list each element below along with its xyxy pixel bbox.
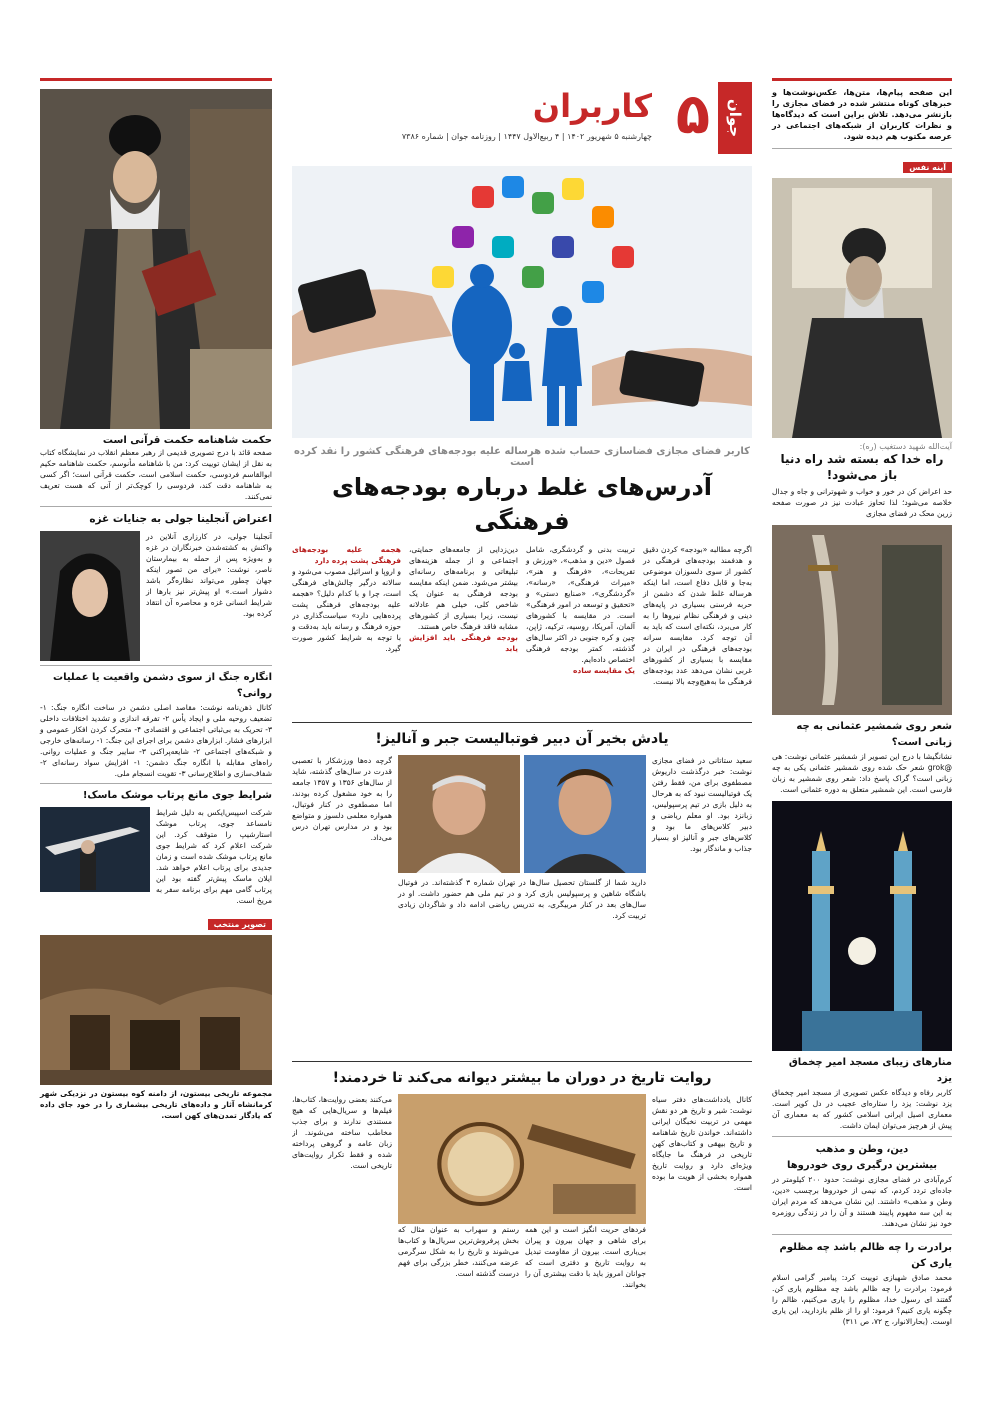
war-text: کانال ذهن‌نامه نوشت: مقاصد اصلی دشمن در ساخت انگاره جنگ: ۱- تضعیف روحیه ملی و ایجاد یأس ۲- تفرقه اندازی و تشدید اختلافات داخلی ۳- تحریک به بی‌ثباتی اجتماعی و اقتصادی ۴- متحرک کردن افکار عمومی و ابزارهای فشار. ابزارهای دشمن برای اجرای این جنگ: ۱- رسانه‌های خارجی و شبکه‌های اجتماعی ۲- شایعه‌پراکنی ۳- سایبر جنگ و عملیات روانی. راه‌های مقابله با انگاره جنگ دشمن: ۱- افزایش سواد رسانه‌ای ۲- شفاف‌سازی و اطلاع‌رسانی ۳- تقویت انسجام ملی. bbox=[40, 703, 272, 778]
article2-col-1: سعید ستاتانی در فضای مجازی نوشت: خبر درگذشت داریوش مصطفوی برای من، فقط رفتن یک فوتبالیست نبود که به هرحال به دلیل بازی در تیم پرسپولیس، زبانزد بود. او معلم ریاضی و دبیر کلاس‌های ما بود و کلاس‌های جبر و آنالیز او بسیار جذاب و ماندگار بود. bbox=[652, 756, 752, 853]
war-title: انگاره جنگ از سوی دشمن واقعیت یا عملیات روانی؟ bbox=[53, 672, 272, 699]
article1-kicker: کاربر فضای مجازی فضاسازی حساب شده هرساله علیه بودجه‌های فرهنگی کشور را نقد کرده است bbox=[294, 446, 750, 468]
mosque-photo bbox=[772, 801, 952, 1051]
mirror-kicker: آیت‌الله شهید دستغیب (ره): bbox=[859, 442, 952, 451]
bisotun-caption: مجموعه تاریخی بیستون، از دامنه کوه بیستون در نزدیکی شهر کرمانشاه آثار و داده‌های تاریخی بیشماری را در خود جای داده که یادگار تمدن‌های کهن است. bbox=[40, 1089, 272, 1120]
hadith-text: محمد صادق شهبازی توییت کرد: پیامبر گرامی اسلام فرمود: برادرت را چه ظالم باشد چه مظلوم یاری کن. گفتند ای رسول خدا، مظلوم را یاری می‌کنیم، ظالم را چگونه یاری کنیم؟ فرمود: او را از ظلم بازدارید، این یاری اوست. (بحارالانوار، ج ۷۲، ص ۳۱۱) bbox=[772, 1273, 952, 1326]
center-column bbox=[292, 78, 752, 1314]
article1-col-4: و اروپا و اسرائیل مصوب می‌شود و سالانه درگیر چالش‌های فرهنگی است، چرا و با کدام دلیل؟ «هجمه علیه بودجه‌های فرهنگی پشت پرده‌هایی دارد» سیاست‌گذاری در حوزه فرهنگ و رسانه باید به‌دقت و با توجه به شرایط کشور صورت گیرد. bbox=[292, 567, 401, 653]
left-column bbox=[40, 78, 272, 1121]
article1-col-1: اگرچه مطالبه «بودجه» کردن دقیق و هدفمند بودجه‌های فرهنگی در کشور از سوی دلسوزان موضوعی به‌جا و قابل دفاع است، اما اینکه هرساله غلط شدن که دشمن از حربه فرسنی بسیاری در پایه‌های دینی و فرهنگی نظام نیروها را به کار می‌برد، نکته‌ای است که باید به آن توجه کرد. مقایسه سرانه بودجه‌های فرهنگی در ایران در مقایسه با بسیاری از کشورهای غربی نشان می‌دهد عدد بودجه‌های فرهنگی ما به‌هیچ‌وجه بالا نیست. bbox=[643, 545, 752, 686]
leader-text: صفحه قائد با درج تصویری قدیمی از رهبر معظم انقلاب در نمایشگاه کتاب به نقل از ایشان توییت کرد: من با شاهنامه مأنوسم، حکمت شاهنامه حکیم ابوالقاسم فردوسی، حکمت اسلامی است، حکمت قرآنی است؛ اگر کسی به شاهنامه دقت کند، فردوسی را کوچک‌تر از آنی که هست تعریف نمی‌کنند. bbox=[40, 448, 272, 501]
hadith-title: برادرت را چه ظالم باشد چه مظلوم یاری کن bbox=[779, 1242, 952, 1269]
subhead-2: بودجه فرهنگی باید افزایش یابد bbox=[409, 633, 518, 653]
subhead-3: هجمه علیه بودجه‌های فرهنگی پشت پرده دارد bbox=[292, 545, 401, 565]
jolie-photo bbox=[40, 531, 140, 661]
leader-title: حکمت شاهنامه حکمت قرآنی است bbox=[102, 435, 272, 446]
right-redbar bbox=[772, 78, 952, 81]
date-line: چهارشنبه ۵ شهریور ۱۴۰۲ | ۴ ربیع‌الاول ۱۴۴۷ | روزنامه جوان | شماره ۷۳۸۶ bbox=[401, 132, 652, 141]
mirror-text: حد اعراض کن در خور و خواب و شهوترانی و جاه و جدال خلاصه می‌شود؛ لذا تحاوز عبادت نیز در صورت صفحه زرین محک در فضای مجازی bbox=[772, 487, 952, 518]
musk-text: شرکت اسپیس‌ایکس به دلیل شرایط نامساعد جوی، پرتاب موشک استارشیپ را متوقف کرد. این شرکت اعلام کرد که شرایط جوی مانع پرتاب موشک شده است و زمان جدیدی برای پرتاب اعلام خواهد شد. ایلان ماسک پیش‌تر گفته بود این پرتاب گامی مهم برای برنامه سفر به مریخ است. bbox=[156, 808, 272, 905]
article1-col-2: تربیت بدنی و گردشگری، شامل فصول «دین و مذهب»، «ورزش و تفریحات»، «فرهنگ و هنر»، «میراث فرهنگی»، «رسانه»، «گردشگری»، «صنایع دستی» و «تحقیق و توسعه در امور فرهنگی» است. در مقایسه با کشورهای آلمان، آمریکا، روسیه، ترکیه، ژاپن، چین و کره جنوبی در اکثر سال‌های گذشته، کمتر بودجه فرهنگی اختصاص داده‌ایم. bbox=[526, 545, 635, 664]
mostafavi-young-photo bbox=[524, 755, 646, 873]
article1-headline: آدرس‌های غلط درباره بودجه‌های فرهنگی bbox=[331, 473, 713, 535]
article2-col-2: دارید شما از گلستان تحصیل سال‌ها در تهران شماره ۳ گذشته‌اند. در فوتبال باشگاه شاهین و پرسپولیس بازی کرد و در تیم ملی هم حضور داشت. او در سال‌های بعد در کنار مربیگری، به تدریس ریاضی ادامه داد و شاگردان زیادی تربیت کرد. bbox=[398, 878, 646, 920]
history-photo bbox=[398, 1094, 646, 1224]
page-intro: این صفحه پیام‌ها، متن‌ها، عکس‌نوشت‌ها و خبرهای کوتاه منتشر شده در فضای مجازی را بازنشر می‌دهد. تلاش براین است که دیدگاه‌ها و نظرات کاربران از شبکه‌های اجتماعی در عرصه مکتوب هم دیده شود. bbox=[772, 88, 952, 141]
mosque-title: منارهای زیبای مسجد امیر چخماق یزد bbox=[788, 1057, 952, 1084]
article3-col-2: فردهای حریت انگیز است و این همه برای شاهی و جهان بیرون و پیران بی‌یاری است. بیرون از مقاومت تبدیل به روایت تاریخ و دفتری است که جوانان امروز باید با دقت بیشتری آن را بخوانند. bbox=[525, 1225, 646, 1289]
cleric-photo bbox=[772, 178, 952, 438]
culture-illustration bbox=[292, 166, 752, 438]
article3-title: روایت تاریخ در دوران ما بیشتر دیوانه می‌کند تا خردمند! bbox=[332, 1070, 712, 1086]
faith-title-top: دین، وطن و مذهب bbox=[815, 1144, 909, 1155]
sword-text: نشانگیشا با درج این تصویر از شمشیر عثمانی نوشت: هی @grok شعر حک شده روی شمشیر عثمانی یکی به چه زبانی است؟ گراک پاسخ داد: شعر روی شمشیر به زبان فارسی است. این شمشیر متعلق به دوره عثمانی است. bbox=[772, 752, 952, 794]
jolie-text: آنجلینا جولی، در کارزاری آنلاین در واکنش به کشته‌شدن خبرنگاران در غزه و به‌ویژه پس از حمله به بیمارستان ناصر، نوشت: «برای من تصور اینکه جهان چطور می‌تواند نظاره‌گر باشد دشوار است.» او پیش‌تر نیز بارها از شرایط انسانی غزه و محاصره آن انتقاد کرده بود. bbox=[146, 532, 272, 618]
sword-photo bbox=[772, 525, 952, 715]
subhead-1: یک مقایسه ساده bbox=[572, 666, 635, 675]
article3-col-3: رستم و سهراب به عنوان مثال که بخش پرفروش‌ترین سریال‌ها و کتاب‌ها می‌شوند و تاریخ را به شکل سرگرمی عرضه می‌کنند، خطر بزرگی برای فهم درست گذشته است. bbox=[398, 1225, 519, 1278]
article2-title: یادش بخیر آن دبیر فوتبالیست جبر و آنالیز! bbox=[375, 731, 669, 747]
faith-text: کرم‌آبادی در فضای مجازی نوشت: حدود ۲۰۰ کیلومتر در جاده‌ای تردد کردم، که نیمی از خودروها برچسب «دین، وطن و مذهب» داشتند. این نشان می‌دهد که مردم ایران به این سه مفهوم پایبند هستند و آن را در زندگی روزمره خود نیز نشان می‌دهند. bbox=[772, 1175, 953, 1228]
sword-title: شعر روی شمشیر عثمانی به چه زبانی است؟ bbox=[796, 721, 952, 748]
mosque-text: کاربر رفاه و دیدگاه عکس تصویری از مسجد امیر چخماق یزد نوشت: یزد را ستاره‌ای عجیب در دل کویر است. معماری اصیل ایرانی اسلامی کشور که به معماری آن پیش از هرچیز می‌توان ایمان داشت. bbox=[772, 1088, 952, 1130]
musk-title: شرایط جوی مانع پرتاب موشک ماسک! bbox=[82, 790, 272, 801]
faith-title: بیشترین درگیری روی خودروها bbox=[786, 1160, 938, 1171]
article3-col-1: کانال یادداشت‌های دفتر سیاه نوشت: شیر و تاریخ هر دو نقش مهمی در تربیت نخبگان ایرانی داشته‌اند. خواندن تاریخ شاهنامه و تاریخ بیهقی و کتاب‌های کهن تاریخی در فرهنگ ما جایگاه ویژه‌ای دارد و روایت تاریخ همواره بخشی از هویت ما بوده است. bbox=[652, 1095, 752, 1192]
right-column bbox=[772, 78, 952, 1327]
article2-col-3: گرچه ده‌ها ورزشکار با تعصبی قدرت در سال‌های گذشته، شاید از سال‌های ۱۳۵۶ و ۱۳۵۷ جامعه را به خود مشغول کرده بودند، اما مصطفوی در کنار فوتبال، همواره معلمی دلسوز و متواضع بود و در مدارس تهران درس می‌داد. bbox=[292, 756, 393, 842]
bisotun-photo bbox=[40, 935, 272, 1085]
masthead bbox=[292, 78, 752, 160]
logo-box bbox=[718, 82, 752, 154]
mirror-tag: آینه نفس bbox=[903, 162, 952, 173]
leader-photo bbox=[40, 89, 272, 429]
logo-text: جوان bbox=[726, 98, 744, 138]
article1-col-3: دین‌زدایی از جامعه‌های حمایتی، اجتماعی و از جمله هزینه‌های تبلیغاتی و برنامه‌های رسانه‌ای بیشتر می‌شود. ضمن اینکه مقایسه بودجه فرهنگی به عنوان یک شاخص کلی، خیلی هم عادلانه نیست، زیرا بسیاری از کشورهای مشابه فاقد فرهنگ خاص هستند. bbox=[409, 545, 518, 631]
musk-photo bbox=[40, 807, 150, 892]
article1-body bbox=[292, 544, 752, 716]
mirror-title: راه خدا که بسته شد راه دنیا باز می‌شود! bbox=[780, 452, 944, 482]
section-title: کاربران bbox=[532, 87, 652, 125]
jolie-title: اعتراض آنجلینا جولی به جنایات غزه bbox=[89, 513, 272, 525]
mostafavi-old-photo bbox=[398, 755, 520, 873]
selected-image-tag: تصویر منتخب bbox=[208, 919, 272, 930]
article3-col-4: می‌کنند بعضی روایت‌ها، کتاب‌ها، فیلم‌ها و سریال‌هایی که هیچ مستندی ندارند و برای جذب مخاطب ساخته می‌شوند. از زبان عامه و گروهی پرداخته شده و فقط تکرار روایت‌های تاریخی است. bbox=[292, 1095, 392, 1170]
page-number: ۵ bbox=[675, 82, 710, 147]
left-redbar bbox=[40, 78, 272, 81]
